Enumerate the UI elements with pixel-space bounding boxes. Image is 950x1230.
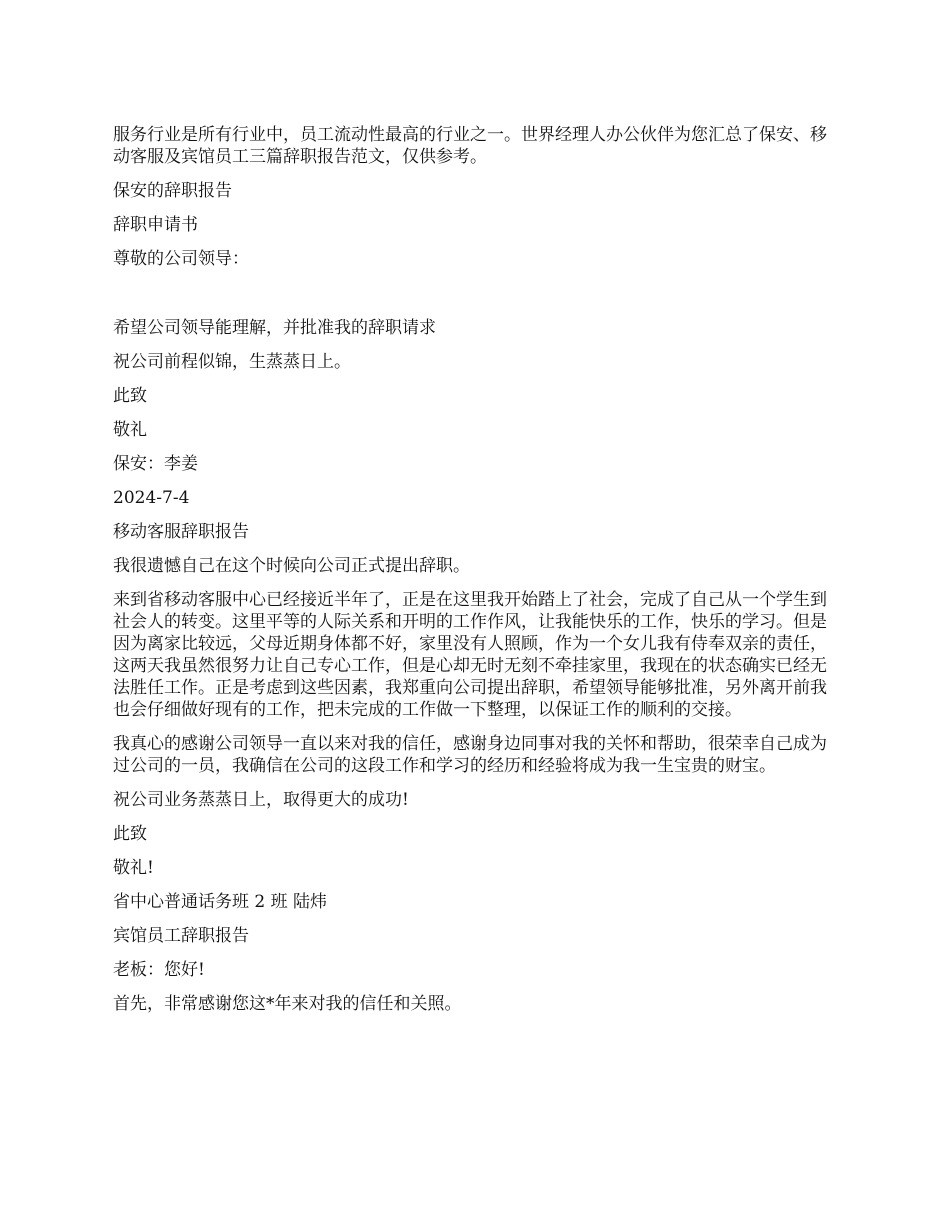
- document-body: [113, 124, 839, 1027]
- regards-line: 敬礼: [113, 420, 147, 440]
- salutation: 尊敬的公司领导：: [113, 249, 249, 269]
- intro-paragraph: 服务行业是所有行业中，员工流动性最高的行业之一。世界经理人办公伙伴为您汇总了保安、移动客服及宾馆员工三篇辞职报告范文，仅供参考。: [113, 125, 827, 167]
- hotel-opening: 首先，非常感谢您这*年来对我的信任和关照。: [113, 994, 462, 1014]
- mobile-closing: 此致: [113, 824, 147, 844]
- section-heading-security: 保安的辞职报告: [113, 181, 232, 201]
- blank-space: [113, 282, 839, 317]
- mobile-opening: 我很遗憾自己在这个时候向公司正式提出辞职。: [113, 556, 470, 576]
- wish-line: 祝公司前程似锦，生蒸蒸日上。: [113, 352, 351, 372]
- mobile-wish: 祝公司业务蒸蒸日上，取得更大的成功!: [113, 790, 409, 810]
- date-line: 2024-7-4: [113, 488, 190, 508]
- section-heading-hotel: 宾馆员工辞职报告: [113, 926, 249, 946]
- closing-line: 此致: [113, 386, 147, 406]
- request-line: 希望公司领导能理解，并批准我的辞职请求: [113, 318, 436, 338]
- hotel-salutation: 老板：您好!: [113, 960, 205, 980]
- mobile-signature: 省中心普通话务班 2 班 陆炜: [113, 892, 328, 912]
- mobile-body: 来到省移动客服中心已经接近半年了，正是在这里我开始踏上了社会，完成了自己从一个学生到社会人的转变。这里平等的人际关系和开明的工作作风，让我能快乐的工作，快乐的学习。但是因为离家比较远，父母近期身体都不好，家里没有人照顾，作为一个女儿我有侍奉双亲的责任，这两天我虽然很努力让自己专心工作，但是心却无时无刻不牵挂家里，我现在的状态确实已经无法胜任工作。正是考虑到这些因素，我郑重向公司提出辞职，希望领导能够批准，另外离开前我也会仔细做好现有的工作，把未完成的工作做一下整理，以保证工作的顺利的交接。: [113, 590, 827, 720]
- signature-line: 保安：李姜: [113, 454, 198, 474]
- letter-title: 辞职申请书: [113, 215, 198, 235]
- section-heading-mobile: 移动客服辞职报告: [113, 522, 249, 542]
- mobile-regards: 敬礼!: [113, 858, 154, 878]
- mobile-thanks: 我真心的感谢公司领导一直以来对我的信任，感谢身边同事对我的关怀和帮助，很荣幸自己成为过公司的一员，我确信在公司的这段工作和学习的经历和经验将成为我一生宝贵的财宝。: [113, 734, 827, 776]
